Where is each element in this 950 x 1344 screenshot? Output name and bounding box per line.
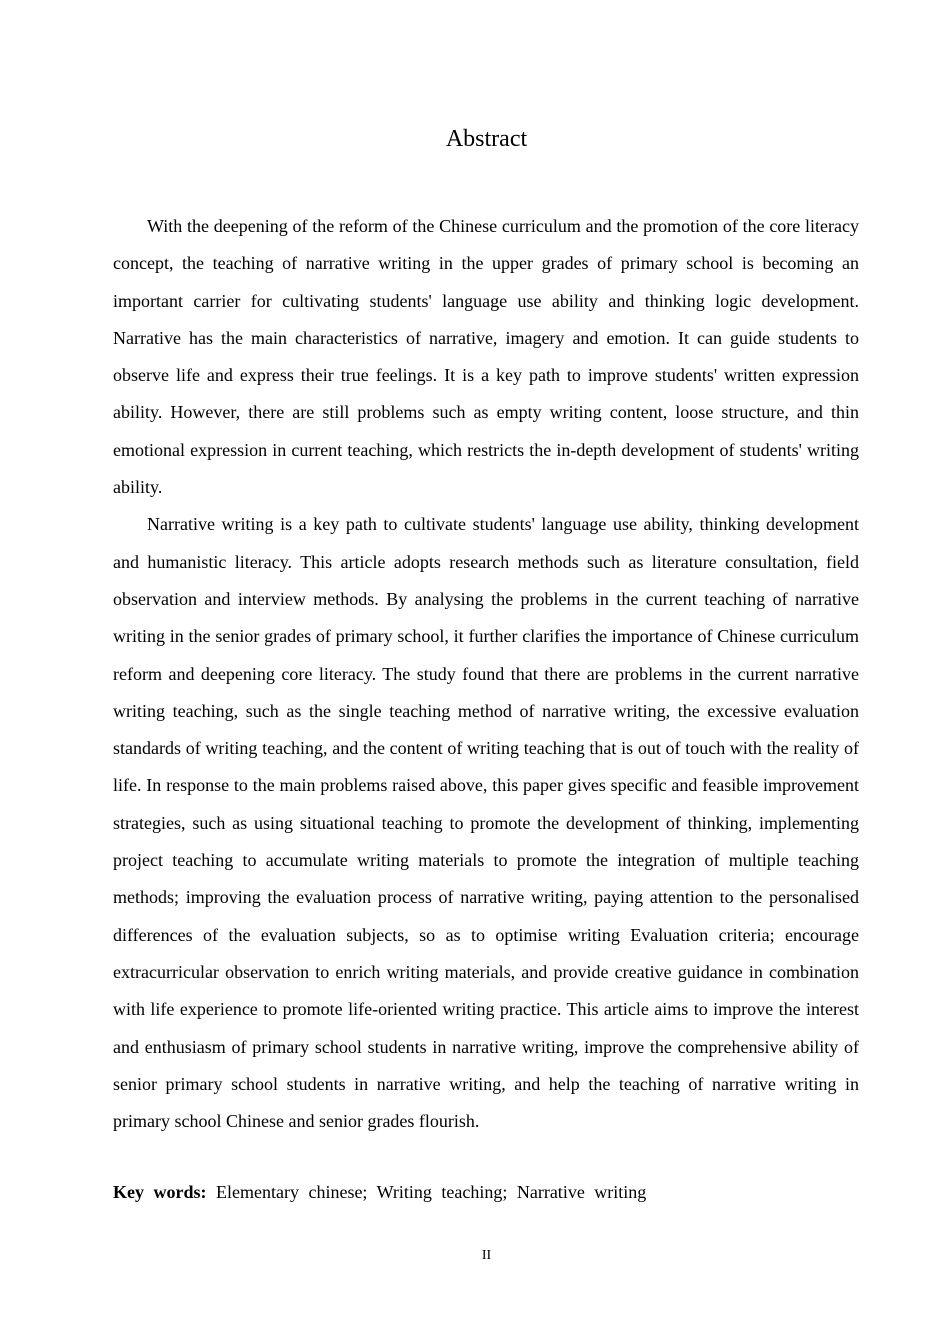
keywords-line [113,1176,859,1208]
abstract-paragraph-2: Narrative writing is a key path to cultivate students' language use ability, thinking development and humanistic literacy. This article adopts research methods such as literature consultation, field observation and interview methods. By analysing the problems in the current teaching of narrative writing in the senior grades of primary school, it further clarifies the importance of Chinese curriculum reform and deepening core literacy. The study found that there are problems in the current narrative writing teaching, such as the single teaching method of narrative writing, the excessive evaluation standards of writing teaching, and the content of writing teaching that is out of touch with the reality of life. In response to the main problems raised above, this paper gives specific and feasible improvement strategies, such as using situational teaching to promote the development of thinking, implementing project teaching to accumulate writing materials to promote the integration of multiple teaching methods; improving the evaluation process of narrative writing, paying attention to the personalised differences of the evaluation subjects, so as to optimise writing Evaluation criteria; encourage extracurricular observation to enrich writing materials, and provide creative guidance in combination with life experience to promote life-oriented writing practice. This article aims to improve the interest and enthusiasm of primary school students in narrative writing, improve the comprehensive ability of senior primary school students in narrative writing, and help the teaching of narrative writing in primary school Chinese and senior grades flourish. [113,514,859,1132]
page-number: II [481,1248,492,1263]
abstract-body [113,208,859,1140]
abstract-title: Abstract [445,126,528,152]
keywords-text: Elementary chinese; Writing teaching; Narrative writing [216,1182,647,1202]
keywords-label: Key words: [113,1182,207,1202]
abstract-paragraph-1: With the deepening of the reform of the Chinese curriculum and the promotion of the core literacy concept, the teaching of narrative writing in the upper grades of primary school is becoming an important carrier for cultivating students' language use ability and thinking logic development. Narrative has the main characteristics of narrative, imagery and emotion. It can guide students to observe life and express their true feelings. It is a key path to improve students' written expression ability. However, there are still problems such as empty writing content, loose structure, and thin emotional expression in current teaching, which restricts the in-depth development of students' writing ability. [113,216,859,498]
